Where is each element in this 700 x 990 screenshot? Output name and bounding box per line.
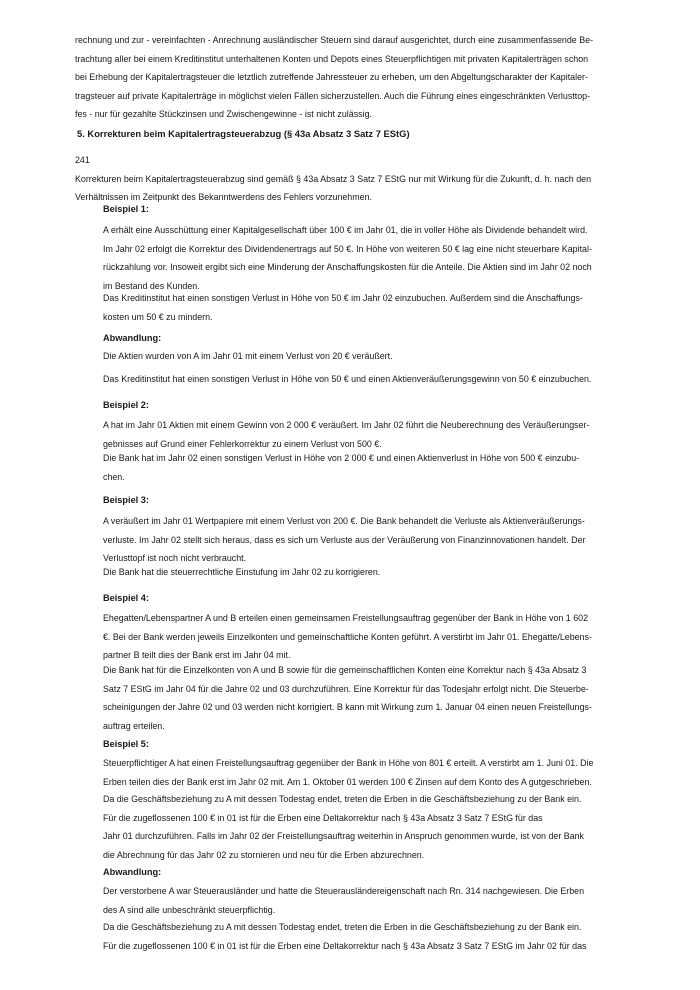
- intro-paragraph: [75, 31, 628, 124]
- text-line: auftrag erteilen.: [103, 720, 165, 731]
- text-line: Verhältnissen im Zeitpunkt des Bekanntwerdens des Fehlers vorzunehmen.: [75, 192, 372, 203]
- variation-2: [103, 863, 628, 881]
- example-5-text: [103, 754, 628, 791]
- example-5: [103, 735, 628, 753]
- example-5-solution: [103, 790, 628, 864]
- example-2-solution: [103, 449, 628, 486]
- rn-241-paragraph: [75, 151, 628, 207]
- text-line: Das Kreditinstitut hat einen sonstigen Verlust in Höhe von 50 € im Jahr 02 einzubuchen. Außerdem sind die Anschaffungs-: [103, 293, 583, 303]
- text-line: fes - nur für gezahlte Stückzinsen und Zwischengewinne - ist nicht zulässig.: [75, 109, 372, 120]
- example-heading: Beispiel 3:: [103, 495, 149, 505]
- text-line: A veräußert im Jahr 01 Wertpapiere mit einem Verlust von 200 €. Die Bank behandelt die Verluste als Aktienveräußerungs-: [103, 516, 585, 526]
- example-heading: Beispiel 5:: [103, 739, 149, 749]
- text-line: Ehegatten/Lebenspartner A und B erteilen einen gemeinsamen Freistellungsauftrag gegenüber der Bank in Höhe von 1 602: [103, 613, 589, 623]
- example-3-solution: [103, 563, 628, 582]
- text-line: Erben teilen dies der Bank erst im Jahr 02 mit. Am 1. Oktober 01 werden 100 € Zinsen auf dem Konto des A gutgeschrieben.: [103, 776, 592, 787]
- text-line: Das Kreditinstitut hat einen sonstigen Verlust in Höhe von 50 € und einen Aktienveräußerungsgewinn von 50 € einzubuchen.: [103, 374, 592, 384]
- text-line: Der verstorbene A war Steuerausländer und hatte die Steuerausländereigenschaft nach Rn. 314 nachgewiesen. Die Erben: [103, 886, 585, 896]
- example-heading: Abwandlung:: [103, 333, 162, 343]
- example-3-text: [103, 512, 628, 568]
- text-line: A hat im Jahr 01 Aktien mit einem Gewinn von 2 000 € veräußert. Im Jahr 02 führt die Neuberechnung des Veräußerungser-: [103, 420, 590, 430]
- text-line: rückzahlung vor. Insoweit ergibt sich eine Minderung der Anschaffungskosten für die Anteile. Die Aktien sind im Jahr 02 noch: [103, 262, 592, 273]
- text-line: im Bestand des Kunden.: [103, 280, 200, 291]
- margin-number: 241: [75, 155, 90, 165]
- example-4: [103, 589, 628, 607]
- text-line: Korrekturen beim Kapitalertragsteuerabzug sind gemäß § 43a Absatz 3 Satz 7 EStG nur mit Wirkung für die Zukunft, d. h. nach den: [75, 173, 592, 184]
- text-line: bei Erhebung der Kapitalertragsteuer die letztlich zutreffende Jahressteuer zu erheben, um den Abgeltungscharakter der Kapitaler-: [75, 72, 588, 83]
- text-line: Die Bank hat für die Einzelkonten von A und B sowie für die gemeinschaftlichen Konten eine Korrektur nach § 43a Absatz 3: [103, 665, 587, 675]
- text-line: trachtung aller bei einem Kreditinstitut unterhaltenen Konten und Depots eines Steuerpflichtigen mit privaten Kapitalerträgen schon: [75, 53, 589, 64]
- text-line: Da die Geschäftsbeziehung zu A mit dessen Todestag endet, treten die Erben in die Geschäftsbeziehung zu der Bank ein.: [103, 794, 582, 804]
- text-line: A erhält eine Ausschüttung einer Kapitalgesellschaft über 100 € im Jahr 01, die in voller Höhe als Dividende behandelt wird.: [103, 225, 588, 235]
- example-1-solution: [103, 289, 628, 326]
- example-heading: Beispiel 4:: [103, 593, 149, 603]
- text-line: Verlusttopf ist noch nicht verbraucht.: [103, 553, 247, 564]
- text-line: €. Bei der Bank werden jeweils Einzelkonten und gemeinschaftliche Konten geführt. A verstirbt im Jahr 01. Ehegatte/Lebens-: [103, 631, 592, 642]
- text-line: Satz 7 EStG im Jahr 04 für die Jahre 02 und 03 durchzuführen. Eine Korrektur für das Todesjahr erfolgt nicht. Die Steuerbe-: [103, 683, 589, 694]
- example-4-solution: [103, 661, 628, 735]
- text-line: Für die zugeflossenen 100 € in 01 ist für die Erben eine Deltakorrektur nach § 43a Absatz 3 Satz 7 EStG für das: [103, 812, 543, 823]
- variation-1: [103, 329, 628, 347]
- example-1-text: [103, 221, 628, 295]
- variation-1-solution: [103, 370, 628, 389]
- example-heading: Beispiel 2:: [103, 400, 149, 410]
- text-line: kosten um 50 € zu mindern.: [103, 311, 213, 322]
- text-line: gebnisses auf Grund einer Fehlerkorrektur zu einem Verlust von 500 €.: [103, 438, 382, 449]
- text-line: scheinigungen der Jahre 02 und 03 werden nicht korrigiert. B kann mit Wirkung zum 1. Januar 04 einen neuen Freistellungs-: [103, 702, 592, 713]
- example-2: [103, 396, 628, 414]
- text-line: Die Aktien wurden von A im Jahr 01 mit einem Verlust von 20 € veräußert.: [103, 351, 393, 361]
- text-line: Jahr 01 durchzuführen. Falls im Jahr 02 der Freistellungsauftrag weiterhin in Anspruch genommen wurde, ist von der Bank: [103, 831, 584, 842]
- variation-2-text: [103, 882, 628, 919]
- example-heading: Abwandlung:: [103, 867, 162, 877]
- text-line: chen.: [103, 471, 125, 482]
- example-2-text: [103, 416, 628, 453]
- text-line: tragsteuer auf private Kapitalerträge in möglichst vielen Fällen sicherzustellen. Auch die Führung eines eingeschränkten Verlusttop-: [75, 90, 591, 101]
- text-line: Im Jahr 02 erfolgt die Korrektur des Dividendenertrags auf 50 €. In Höhe von weiteren 50 € lag eine nicht steuerbare Kapital-: [103, 243, 592, 254]
- text-line: rechnung und zur - vereinfachten - Anrechnung ausländischer Steuern sind darauf ausgerichtet, durch eine zusammenfassende Be-: [75, 35, 594, 45]
- text-line: die Abrechnung für das Jahr 02 zu stornieren und neu für die Erben abzurechnen.: [103, 849, 425, 860]
- text-line: des A sind alle unbeschränkt steuerpflichtig.: [103, 904, 276, 915]
- variation-2-solution: [103, 918, 628, 955]
- text-line: Steuerpflichtiger A hat einen Freistellungsauftrag gegenüber der Bank in Höhe von 801 € erteilt. A verstirbt am 1. Juni 01. Die: [103, 758, 594, 768]
- variation-1-text: [103, 347, 628, 366]
- text-line: Die Bank hat im Jahr 02 einen sonstigen Verlust in Höhe von 2 000 € und einen Aktienverlust in Höhe von 500 € einzubu-: [103, 453, 580, 463]
- example-1: [103, 200, 628, 218]
- text-line: partner B teilt dies der Bank erst im Jahr 04 mit.: [103, 650, 291, 661]
- text-line: verluste. Im Jahr 02 stellt sich heraus, dass es sich um Verluste aus der Veräußerung von Finanzinnovationen handelt. Der: [103, 534, 586, 545]
- example-4-text: [103, 609, 628, 665]
- text-line: Die Bank hat die steuerrechtliche Einstufung im Jahr 02 zu korrigieren.: [103, 567, 381, 577]
- example-heading: Beispiel 1:: [103, 204, 149, 214]
- text-line: Für die zugeflossenen 100 € in 01 ist für die Erben eine Deltakorrektur nach § 43a Absatz 3 Satz 7 EStG im Jahr 02 für das: [103, 940, 587, 951]
- text-line: Da die Geschäftsbeziehung zu A mit dessen Todestag endet, treten die Erben in die Geschäftsbeziehung zu der Bank ein.: [103, 922, 582, 932]
- example-3: [103, 491, 628, 509]
- section-heading: 5. Korrekturen beim Kapitalertragsteuerabzug (§ 43a Absatz 3 Satz 7 EStG): [77, 128, 410, 139]
